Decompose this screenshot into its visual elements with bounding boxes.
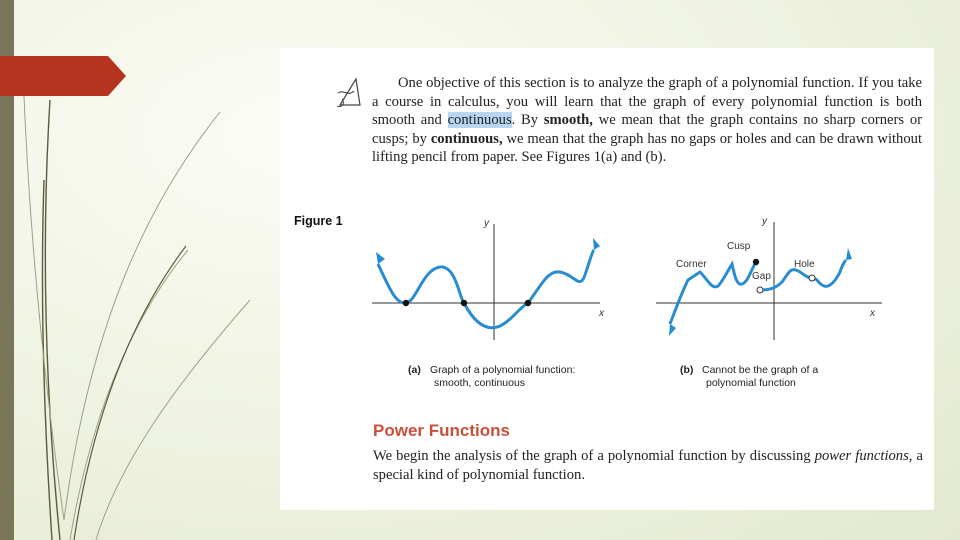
highlighted-word: continuous [447, 112, 512, 128]
corner-label: Corner [676, 259, 707, 270]
section-paragraph: We begin the analysis of the graph of a polynomial function by discussing power functions, a special kind of polynomial function. [373, 448, 923, 483]
cusp-label: Cusp [727, 241, 751, 252]
graph-a-smooth-continuous [368, 212, 608, 342]
graph-a-caption: (a) Graph of a polynomial function: smooth, continuous [408, 364, 576, 389]
hole-label: Hole [794, 259, 815, 270]
decorative-lines [0, 0, 280, 540]
gap-label: Gap [752, 271, 771, 282]
graph-b-not-polynomial [652, 212, 888, 342]
graph-b-x-label: x [870, 308, 875, 319]
graph-a-x-label: x [599, 308, 604, 319]
graph-a-y-label: y [484, 218, 489, 229]
graph-b-y-label: y [762, 216, 767, 227]
textbook-page [280, 48, 934, 510]
figure-label: Figure 1 [294, 214, 343, 228]
intro-paragraph: One objective of this section is to analyze the graph of a polynomial function. If you take a course in calculus, you will learn that the graph of every polynomial function is both smooth and continuous. By smooth, we mean that the graph contains no sharp corners or cusps; by continuous, we mean that the graph has no gaps or holes and can be drawn without lifting pencil from paper. See Figures 1(a) and (b). [372, 75, 922, 165]
graph-b-caption: (b) Cannot be the graph of a polynomial function [680, 364, 819, 389]
section-heading: Power Functions [373, 421, 510, 440]
calculus-margin-icon [334, 75, 366, 109]
